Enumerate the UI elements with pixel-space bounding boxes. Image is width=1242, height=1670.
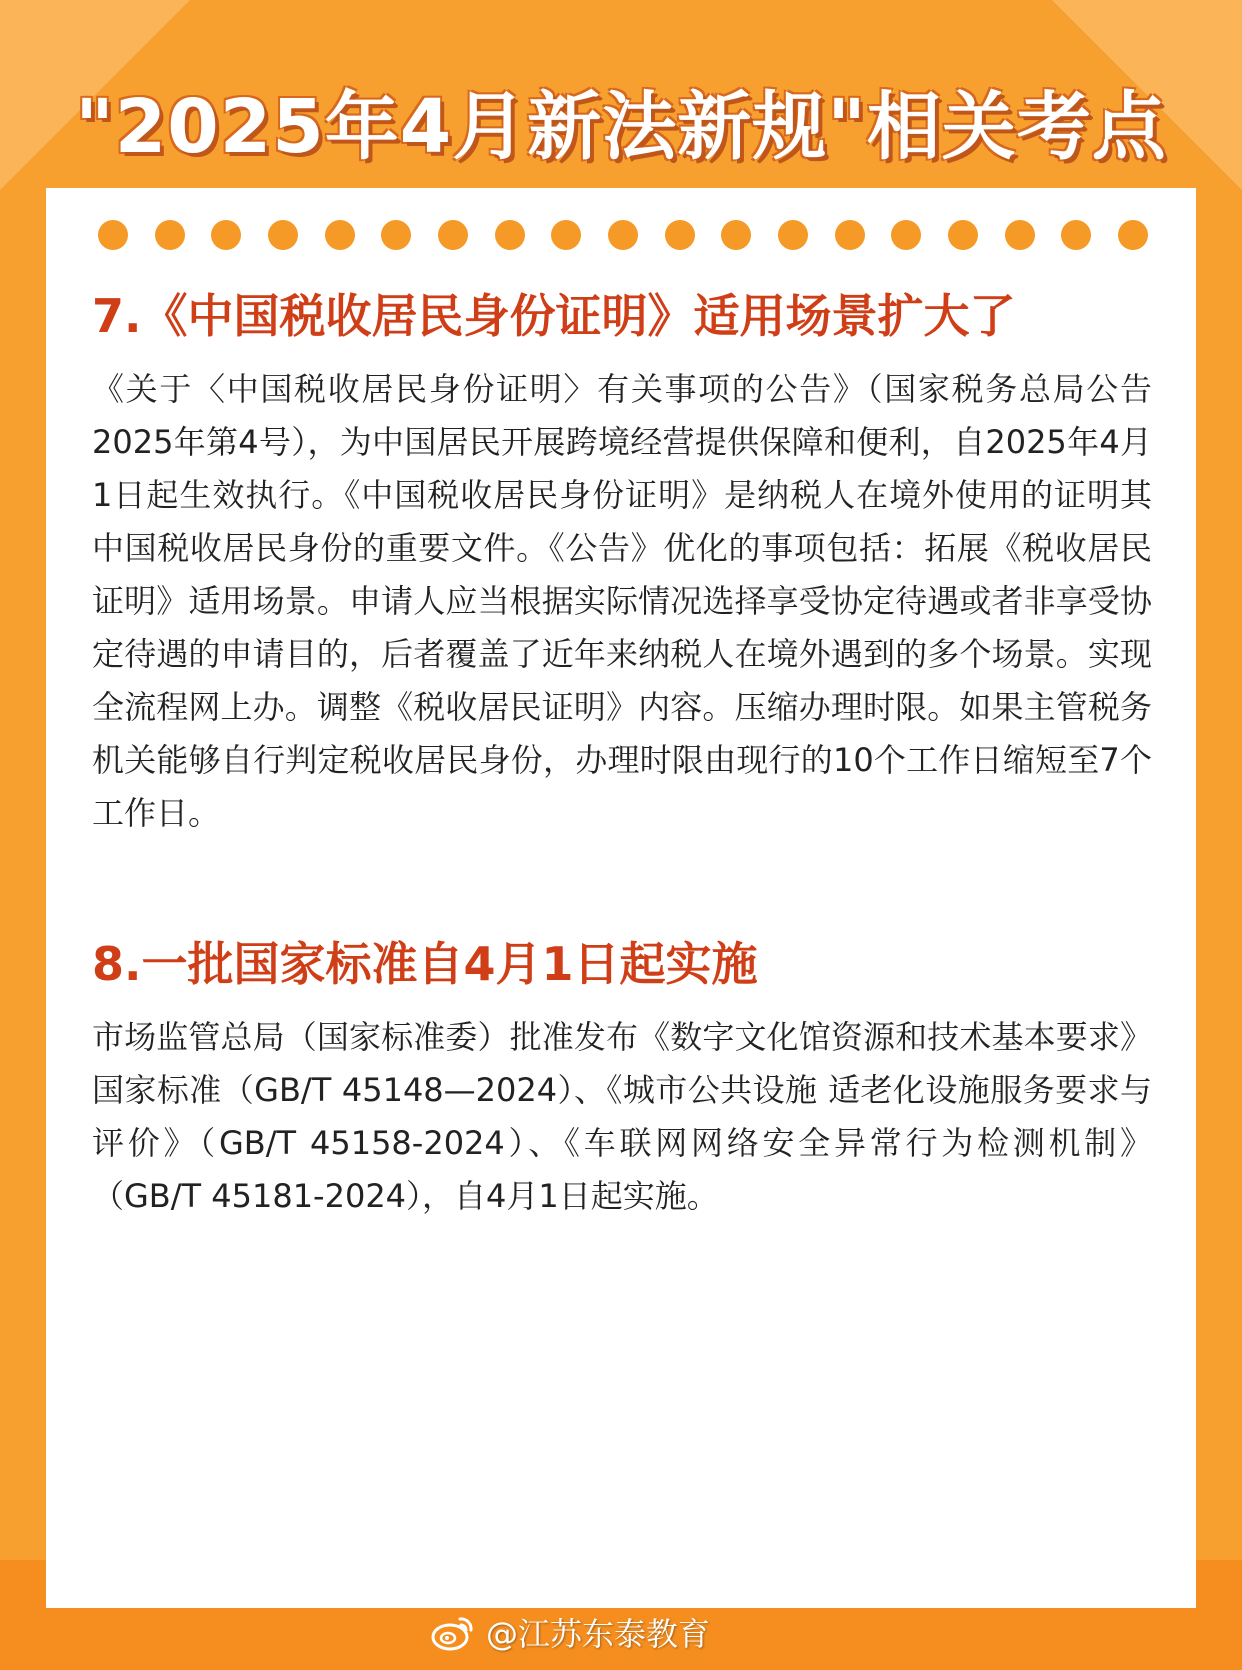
dot (381, 220, 411, 250)
dot (495, 220, 525, 250)
content-card (46, 188, 1196, 1608)
dot (155, 220, 185, 250)
section-7-title: 7.《中国税收居民身份证明》适用场景扩大了 (92, 289, 1016, 343)
watermark-text: @江苏东泰教育 (486, 1615, 711, 1653)
dot (1005, 220, 1035, 250)
page-title: "2025年4月新法新规"相关考点 (75, 84, 1167, 170)
dot (721, 220, 751, 250)
dot (325, 220, 355, 250)
section-8-body: 市场监管总局（国家标准委）批准发布《数字文化馆资源和技术基本要求》国家标准（GB/T 45148—2024）、《城市公共设施 适老化设施服务要求与评价》（GB/T 45158-2024）、《车联网网络安全异常行为检测机制》（GB/T 45181-2024），自4月1日起实施。 (92, 1018, 1152, 1215)
dot (948, 220, 978, 250)
dot (1118, 220, 1148, 250)
dot (438, 220, 468, 250)
weibo-icon (430, 1613, 476, 1651)
dot-row-decoration (98, 220, 1148, 254)
dot (608, 220, 638, 250)
dot (211, 220, 241, 250)
section-8-title: 8.一批国家标准自4月1日起实施 (92, 937, 758, 991)
dot (551, 220, 581, 250)
dot (665, 220, 695, 250)
dot (835, 220, 865, 250)
dot (98, 220, 128, 250)
section-7-body: 《关于〈中国税收居民身份证明〉有关事项的公告》（国家税务总局公告2025年第4号），为中国居民开展跨境经营提供保障和便利，自2025年4月1日起生效执行。《中国税收居民身份证明》是纳税人在境外使用的证明其中国税收居民身份的重要文件。《公告》优化的事项包括：拓展《税收居民证明》适用场景。申请人应当根据实际情况选择享受协定待遇或者非享受协定待遇的申请目的，后者覆盖了近年来纳税人在境外遇到的多个场景。实现全流程网上办。调整《税收居民证明》内容。压缩办理时限。如果主管税务机关能够自行判定税收居民身份，办理时限由现行的10个工作日缩短至7个工作日。 (92, 370, 1152, 832)
dot (891, 220, 921, 250)
dot (778, 220, 808, 250)
dot (1061, 220, 1091, 250)
dot (268, 220, 298, 250)
weibo-watermark (430, 1610, 710, 1654)
